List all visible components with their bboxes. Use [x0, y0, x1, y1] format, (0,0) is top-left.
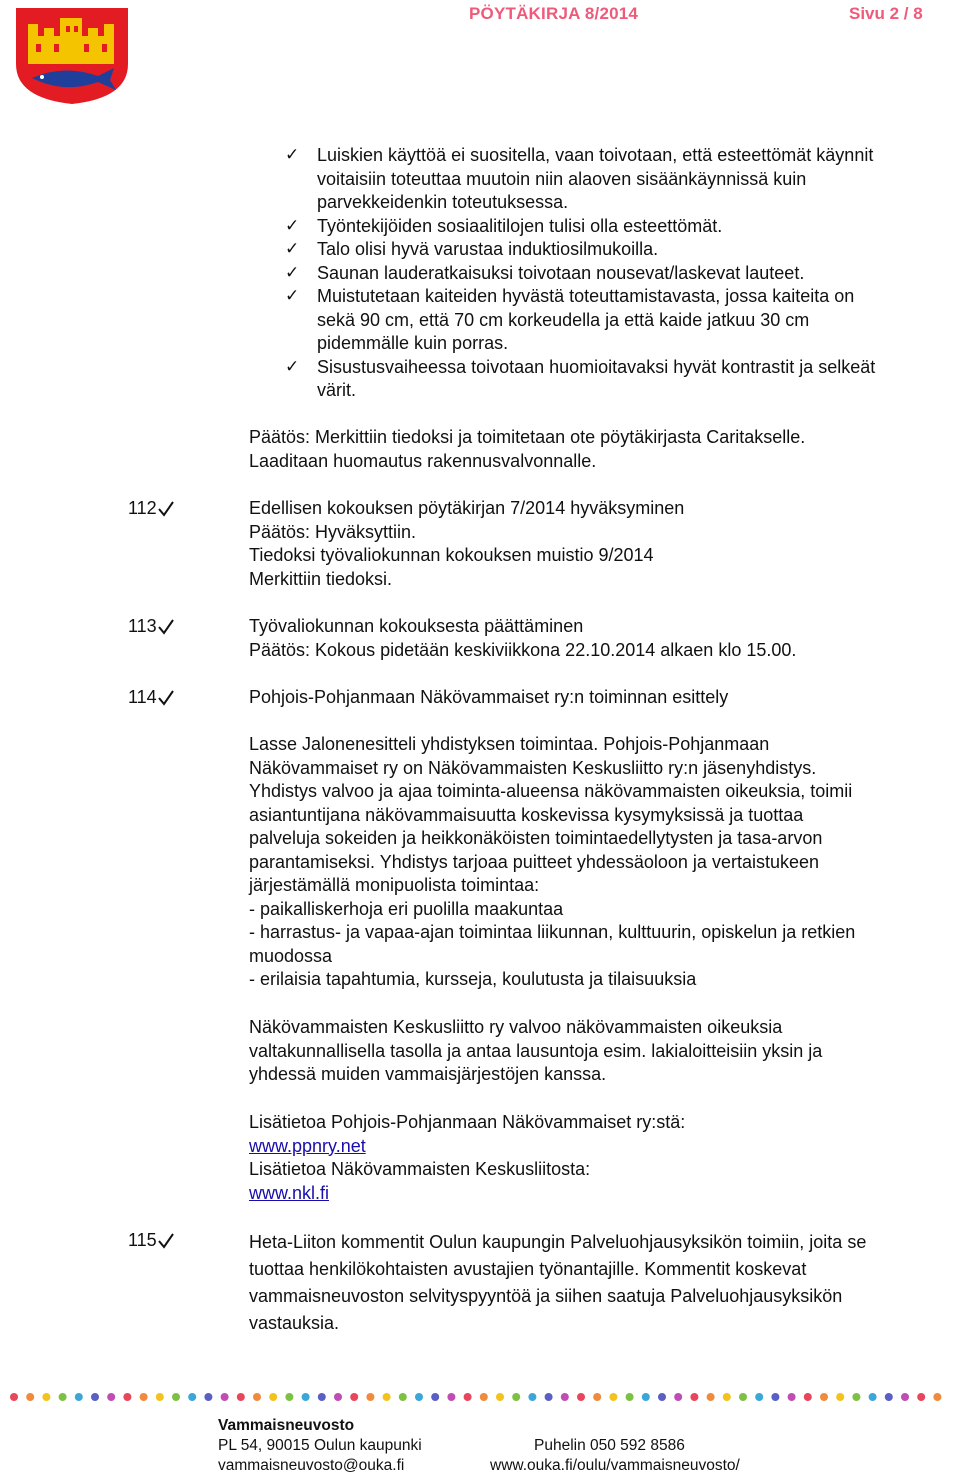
text-line: Päätös: Kokous pidetään keskiviikkona 22.10.2014 alkaen klo 15.00. [249, 639, 797, 660]
decorative-dot [626, 1393, 634, 1401]
text-line: parvekkeidenkin toteutuksessa. [317, 192, 569, 212]
text-line: värit. [317, 380, 357, 400]
decorative-dot [188, 1393, 196, 1401]
text-line: Näkövammaisten Keskusliitto ry valvoo näkövammaisten oikeuksia [249, 1017, 783, 1037]
decorative-dot [658, 1393, 666, 1401]
footer-right [490, 1436, 740, 1476]
section-115-content [249, 1229, 960, 1337]
decorative-dot [933, 1393, 941, 1401]
section-title: Heta-Liiton kommentit Oulun kaupungin Palveluohjausyksikön toimiin, joita se [249, 1232, 867, 1252]
section-tick-icon [157, 1233, 175, 1249]
decorative-dot [464, 1393, 472, 1401]
text-line: Päätös: Hyväksyttiin. [249, 521, 417, 542]
check-item [285, 356, 960, 403]
text-line: sekä 90 cm, että 70 cm korkeudella ja että kaide jatkuu 30 cm [317, 309, 810, 330]
text-line: Sisustusvaiheessa toivotaan huomioitavaksi hyvät kontrastit ja selkeät [317, 356, 876, 377]
text-line: valtakunnallisella tasolla ja antaa lausuntoja esim. lakialoitteisiin yksin ja [249, 1040, 823, 1061]
footer-address: PL 54, 90015 Oulun kaupunki [218, 1437, 422, 1454]
text-line: yhdessä muiden vammaisjärjestöjen kanssa. [249, 1064, 607, 1084]
decorative-dot [512, 1393, 520, 1401]
text-line: Merkittiin tiedoksi. [249, 568, 393, 589]
text-line: tuottaa henkilökohtaisten avustajien työnantajille. Kommentit koskevat [249, 1259, 807, 1279]
section-title: Pohjois-Pohjanmaan Näkövammaiset ry:n toiminnan esittely [249, 687, 729, 707]
checkmark-icon: ✓ [285, 356, 300, 377]
decorative-dot [723, 1393, 731, 1401]
decorative-dot [804, 1393, 812, 1401]
decorative-dot [674, 1393, 682, 1401]
decorative-dot [755, 1393, 763, 1401]
text-line: Talo olisi hyvä varustaa induktiosilmukoilla. [317, 239, 659, 259]
footer-email: vammaisneuvosto@ouka.fi [218, 1457, 405, 1474]
text-line: - erilaisia tapahtumia, kursseja, koulutusta ja tilaisuuksia [249, 969, 697, 989]
section-114-info [249, 1111, 960, 1205]
text-line: parantamiseksi. Yhdistys tarjoaa puitteet yhdessäoloon ja vertaistukeen [249, 851, 819, 872]
decorative-dot [788, 1393, 796, 1401]
decorative-dot [739, 1393, 747, 1401]
text-line: muodossa [249, 945, 333, 966]
decorative-dot [593, 1393, 601, 1401]
section-number-115 [128, 1229, 175, 1253]
section-title: Työvaliokunnan kokouksesta päättäminen [249, 616, 584, 636]
decorative-dot [75, 1393, 83, 1401]
decorative-dot [221, 1393, 229, 1401]
decorative-dot [690, 1393, 698, 1401]
decorative-dot [707, 1393, 715, 1401]
text-line: Lisätietoa Pohjois-Pohjanmaan Näkövammaiset ry:stä: [249, 1112, 686, 1132]
checkmark-icon: ✓ [285, 239, 300, 259]
section-tick-icon [157, 501, 175, 517]
decorative-dot [415, 1393, 423, 1401]
decorative-dot [59, 1393, 67, 1401]
decorative-dot [285, 1393, 293, 1401]
decorative-dot [528, 1393, 536, 1401]
decorative-dot [577, 1393, 585, 1401]
section-number-text: 115 [128, 1230, 157, 1250]
check-item [285, 285, 960, 356]
decorative-dot [204, 1393, 212, 1401]
decorative-dot [26, 1393, 34, 1401]
decorative-dot [383, 1393, 391, 1401]
decorative-dot [771, 1393, 779, 1401]
decorative-dot [642, 1393, 650, 1401]
section-tick-icon [157, 619, 175, 635]
section-number-text: 113 [128, 616, 157, 636]
text-line: Saunan lauderatkaisuksi toivotaan nousevat/laskevat lauteet. [317, 262, 805, 283]
section-number-114 [128, 686, 175, 710]
checklist [285, 144, 960, 403]
text-line: palveluja sokeiden ja heikkonäköisten toimintaedellytysten ja tasa-arvon [249, 828, 823, 848]
text-line: Näkövammaiset ry on Näkövammaisten Keskusliitto ry:n jäsenyhdistys. [249, 757, 817, 778]
section-112-content [249, 497, 960, 591]
text-line: Muistutetaan kaiteiden hyvästä toteuttamistavasta, jossa kaiteita on [317, 286, 855, 306]
decorative-dot [480, 1393, 488, 1401]
text-line: Laaditaan huomautus rakennusvalvonnalle. [249, 450, 597, 471]
decorative-dot [10, 1393, 18, 1401]
text-line: Tiedoksi työvaliokunnan kokouksen muistio 9/2014 [249, 545, 654, 565]
check-item [285, 238, 960, 262]
page-number: Sivu 2 / 8 [849, 4, 923, 23]
footer-web: www.ouka.fi/oulu/vammaisneuvosto/ [490, 1457, 740, 1474]
decision-paragraph [249, 426, 960, 473]
checkmark-icon: ✓ [285, 286, 300, 306]
decorative-dot-line [8, 1391, 952, 1403]
decorative-dot [334, 1393, 342, 1401]
decorative-dot [447, 1393, 455, 1401]
decorative-dot [237, 1393, 245, 1401]
text-line: pidemmälle kuin porras. [317, 333, 509, 353]
text-line: - paikalliskerhoja eri puolilla maakuntaa [249, 898, 564, 919]
decorative-dot [42, 1393, 50, 1401]
decorative-dot [496, 1393, 504, 1401]
section-tick-icon [157, 690, 175, 706]
footer-left [218, 1416, 422, 1476]
text-line: vammaisneuvoston selvityspyyntöä ja siihen saatuja Palveluohjausyksikön [249, 1286, 843, 1306]
decorative-dot [123, 1393, 131, 1401]
check-item [285, 262, 960, 286]
text-line: Lisätietoa Näkövammaisten Keskusliitosta: [249, 1159, 591, 1179]
decorative-dot [885, 1393, 893, 1401]
decorative-dot [91, 1393, 99, 1401]
text-line: asiantuntijana näkövammaisuutta koskevissa kysymyksissä ja tuottaa [249, 804, 804, 825]
text-line: Päätös: Merkittiin tiedoksi ja toimitetaan ote pöytäkirjasta Caritakselle. [249, 427, 806, 447]
decorative-dot [901, 1393, 909, 1401]
decorative-dot [140, 1393, 148, 1401]
decorative-dot [820, 1393, 828, 1401]
decorative-dot [561, 1393, 569, 1401]
checkmark-icon: ✓ [285, 262, 300, 283]
check-item [285, 144, 960, 215]
section-114-paragraph-2 [249, 1016, 960, 1087]
section-number-text: 112 [128, 498, 157, 518]
document-title: PÖYTÄKIRJA 8/2014 [469, 4, 639, 23]
text-line: Luiskien käyttöä ei suositella, vaan toivotaan, että esteettömät käynnit [317, 145, 874, 165]
footer-phone: Puhelin 050 592 8586 [534, 1437, 685, 1454]
decorative-dot [869, 1393, 877, 1401]
checkmark-icon: ✓ [285, 215, 300, 236]
checkmark-icon: ✓ [285, 145, 300, 165]
text-line: Yhdistys valvoo ja ajaa toiminta-alueensa näkövammaisten oikeuksia, toimii [249, 781, 853, 801]
coat-of-arms-logo [14, 6, 130, 106]
check-item [285, 215, 960, 239]
decorative-dot [172, 1393, 180, 1401]
decorative-dot [156, 1393, 164, 1401]
section-114-title [249, 686, 960, 710]
decorative-dot [545, 1393, 553, 1401]
section-number-112 [128, 497, 175, 521]
text-line: Työntekijöiden sosiaalitilojen tulisi olla esteettömät. [317, 215, 723, 236]
section-113-content [249, 615, 960, 662]
decorative-dot [431, 1393, 439, 1401]
text-line: järjestämällä monipuolista toimintaa: [249, 875, 540, 895]
decorative-dot [318, 1393, 326, 1401]
nkl-link[interactable]: www.nkl.fi [249, 1182, 330, 1203]
section-number-text: 114 [128, 687, 157, 707]
text-line: vastauksia. [249, 1313, 340, 1333]
section-number-113 [128, 615, 175, 639]
text-line: voitaisiin toteuttaa muutoin niin alaoven sisäänkäynnissä kuin [317, 168, 807, 189]
text-line: - harrastus- ja vapaa-ajan toimintaa liikunnan, kulttuurin, opiskelun ja retkien [249, 922, 856, 942]
decorative-dot [302, 1393, 310, 1401]
decorative-dot [253, 1393, 261, 1401]
decorative-dot [836, 1393, 844, 1401]
section-title: Edellisen kokouksen pöytäkirjan 7/2014 hyväksyminen [249, 498, 685, 518]
decorative-dot [399, 1393, 407, 1401]
section-114-paragraph-1 [249, 733, 960, 992]
decorative-dot [366, 1393, 374, 1401]
decorative-dot [107, 1393, 115, 1401]
decorative-dot [609, 1393, 617, 1401]
decorative-dot [350, 1393, 358, 1401]
decorative-dot [917, 1393, 925, 1401]
ppnry-link[interactable]: www.ppnry.net [249, 1135, 366, 1156]
decorative-dot [269, 1393, 277, 1401]
footer-org: Vammaisneuvosto [218, 1417, 355, 1434]
decorative-dot [852, 1393, 860, 1401]
text-line: Lasse Jalonenesitteli yhdistyksen toimintaa. Pohjois-Pohjanmaan [249, 734, 770, 754]
